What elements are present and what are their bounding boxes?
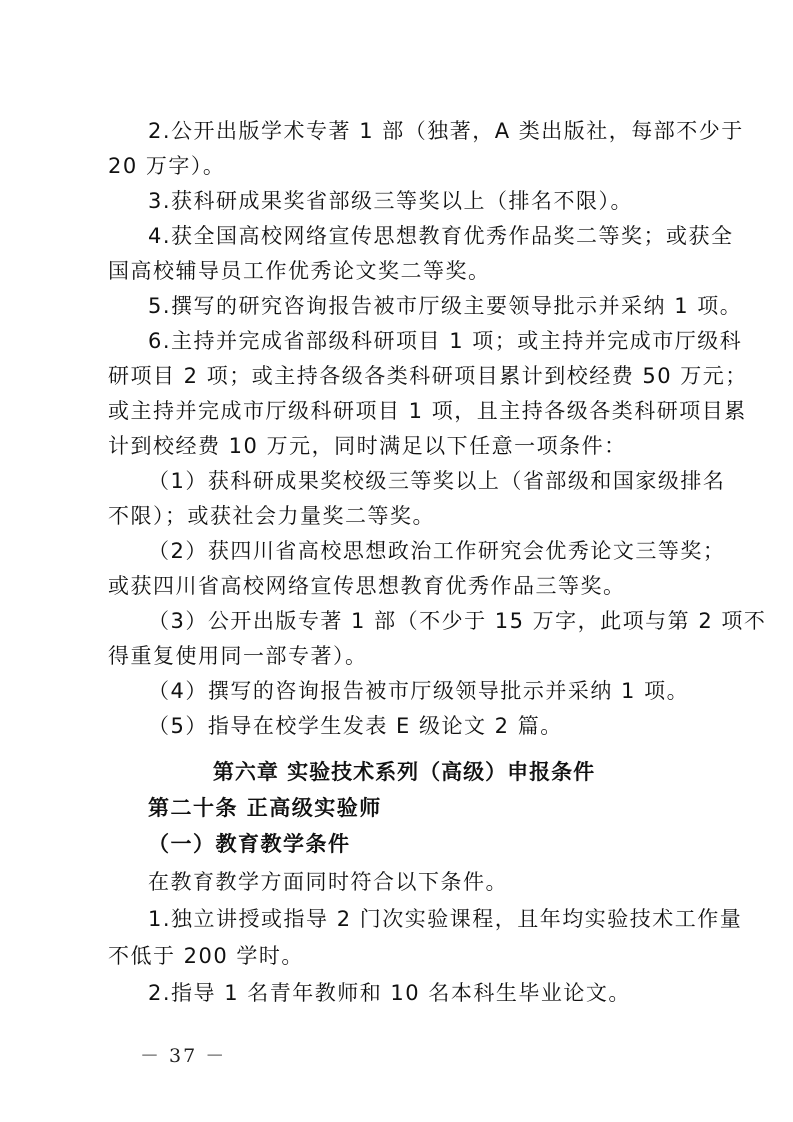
paragraph-line: 4.获全国高校网络宣传思想教育优秀作品奖二等奖；或获全 bbox=[148, 224, 734, 248]
paragraph-line: 不低于 200 学时。 bbox=[108, 944, 304, 968]
paragraph-line: 或获四川省高校网络宣传思想教育优秀作品三等奖。 bbox=[108, 574, 626, 598]
paragraph-line: 2.公开出版学术专著 1 部（独著，A 类出版社，每部不少于 bbox=[148, 119, 744, 143]
paragraph-line: （5）指导在校学生发表 E 级论文 2 篇。 bbox=[148, 714, 563, 738]
paragraph-line: （2）获四川省高校思想政治工作研究会优秀论文三等奖； bbox=[148, 539, 726, 563]
paragraph-line: 不限）；或获社会力量奖二等奖。 bbox=[108, 504, 435, 528]
section-title: （一）教育教学条件 bbox=[148, 832, 351, 856]
article-title: 第二十条 正高级实验师 bbox=[148, 796, 382, 820]
paragraph-line: 3.获科研成果奖省部级三等奖以上（排名不限）。 bbox=[148, 189, 634, 213]
paragraph-line: 在教育教学方面同时符合以下条件。 bbox=[148, 870, 508, 894]
paragraph-line: 2.指导 1 名青年教师和 10 名本科生毕业论文。 bbox=[148, 981, 631, 1005]
chapter-title: 第六章 实验技术系列（高级）申报条件 bbox=[212, 760, 596, 784]
paragraph-line: 国高校辅导员工作优秀论文奖二等奖。 bbox=[108, 259, 491, 283]
paragraph-line: 6.主持并完成省部级科研项目 1 项；或主持并完成市厅级科 bbox=[148, 329, 743, 353]
paragraph-line: 或主持并完成市厅级科研项目 1 项，且主持各级各类科研项目累 bbox=[108, 399, 747, 423]
paragraph-line: 得重复使用同一部专著）。 bbox=[108, 644, 368, 668]
paragraph-line: （1）获科研成果奖校级三等奖以上（省部级和国家级排名 bbox=[148, 469, 726, 493]
page-number: － 37 － bbox=[140, 1045, 227, 1067]
paragraph-line: 5.撰写的研究咨询报告被市厅级主要领导批示并采纳 1 项。 bbox=[148, 294, 743, 318]
paragraph-line: 计到校经费 10 万元，同时满足以下任意一项条件： bbox=[108, 434, 627, 458]
paragraph-line: 研项目 2 项；或主持各级各类科研项目累计到校经费 50 万元； bbox=[108, 364, 748, 388]
paragraph-line: （4）撰写的咨询报告被市厅级领导批示并采纳 1 项。 bbox=[148, 679, 690, 703]
paragraph-line: 1.独立讲授或指导 2 门次实验课程，且年均实验技术工作量 bbox=[148, 907, 743, 931]
paragraph-line: 20 万字）。 bbox=[108, 154, 226, 178]
paragraph-line: （3）公开出版专著 1 部（不少于 15 万字，此项与第 2 项不 bbox=[148, 609, 767, 633]
